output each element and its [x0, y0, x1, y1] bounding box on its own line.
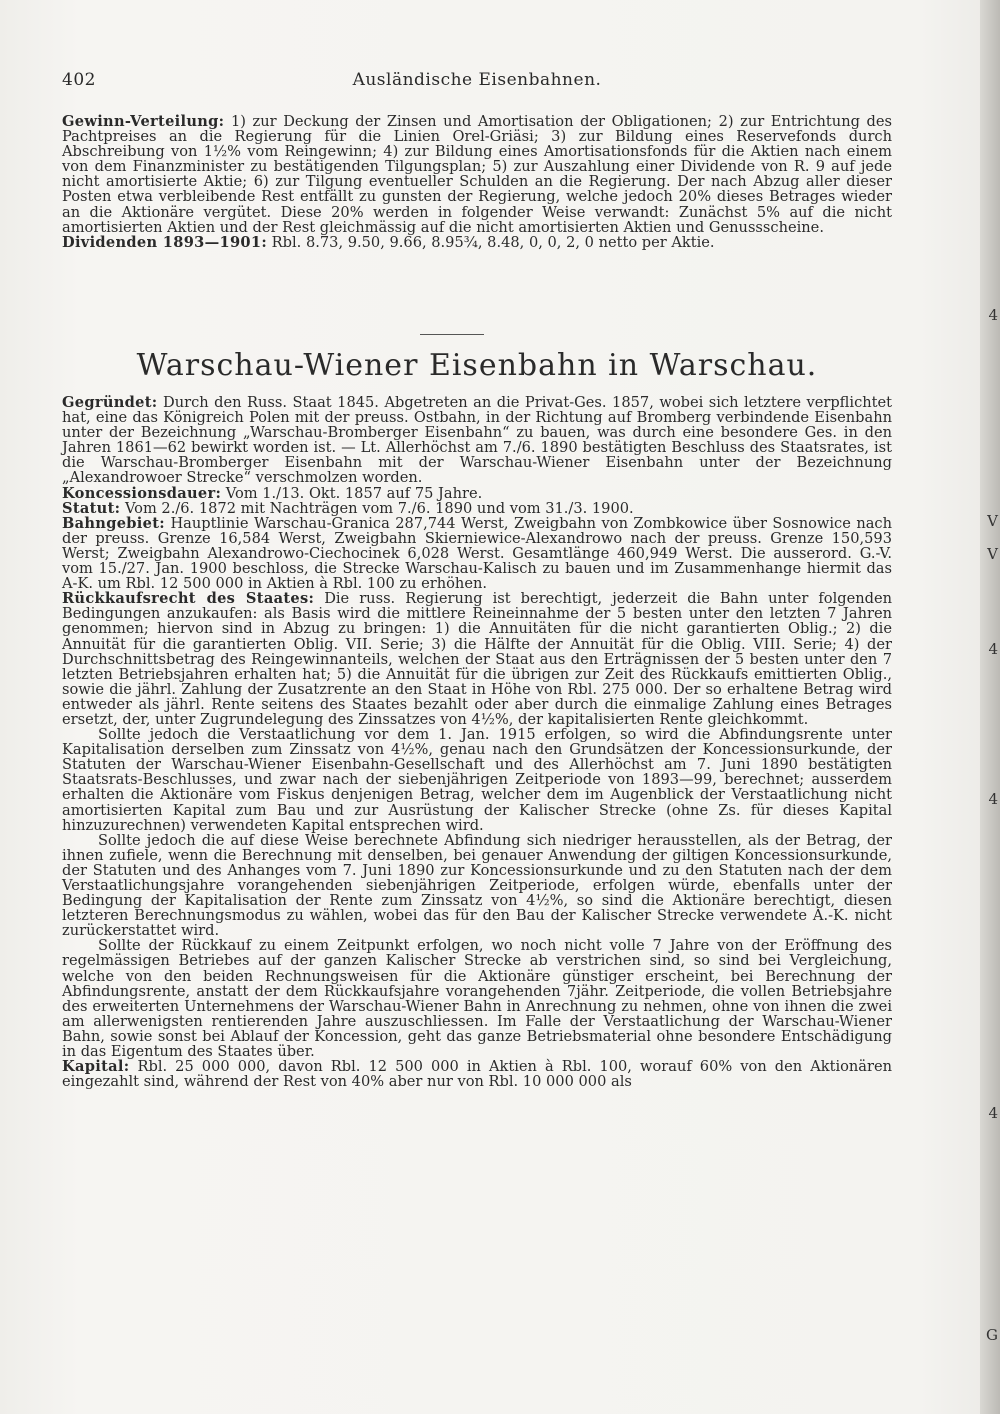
entry-gegruendet — [62, 395, 892, 486]
entry-label: Dividenden 1893—1901: — [62, 233, 268, 251]
margin-mark: V — [987, 545, 998, 563]
previous-company-section — [62, 114, 892, 250]
margin-mark: 4 — [988, 790, 998, 808]
entry-text: Vom 2./6. 1872 mit Nachträgen vom 7./6. 1890 und vom 31./3. 1900. — [124, 499, 634, 517]
entry-text: Die russ. Regierung ist berechtigt, jederzeit die Bahn unter folgenden Bedingungen anzukaufen: als Basis wird die mittlere Reineinnahme der 5 besten unter den letzten 7 Jahren genommen; hiervon sind in Abzug zu bringen: 1) die Annuitäten für die nicht garantierten Oblig.; 2) die Annuität für die garantierten Oblig. VII. Serie; 3) die Hälfte der Annuität für die Oblig. VIII. Serie; 4) der Durchschnittsbetrag des Reingewinnanteils, welchen der Staat aus den Erträgnissen der 5 besten unter den 7 letzten Betriebsjahren erhalten hat; 5) die Annuität für die übrigen zur Zeit des Rückkaufs emittierten Oblig., sowie die jährl. Zahlung der Zusatzrente an den Staat in Höhe von Rbl. 275 000. Der so erhaltene Betrag wird entweder als jährl. Rente seitens des Staates bezahlt oder aber durch die einmalige Zahlung eines Betrages ersetzt, der, unter Zugrundelegung des Zinssatzes von 4½%, der kapitalisierten Rente gleichkommt. — [62, 590, 892, 728]
entry-rueckkaufsrecht — [62, 591, 892, 727]
entry-label: Kapital: — [62, 1058, 130, 1076]
entry-label: Koncessionsdauer: — [62, 484, 222, 502]
company-title: Warschau-Wiener Eisenbahn in Warschau. — [136, 348, 818, 383]
entry-text: Durch den Russ. Staat 1845. Abgetreten an die Privat-Ges. 1857, wobei sich letztere verpflichtet hat, eine das Königreich Polen mit der preuss. Ostbahn, in der Richtung auf Bromberg verbindende Eisenbahn unter der Bezeichnung „Warschau-Bromberger Eisenbahn“ zu bauen, was durch eine besondere Ges. in den Jahren 1861—62 bewirkt worden ist. — Lt. Allerhöchst am 7./6. 1890 bestätigten Beschluss des Staatsrates, ist die Warschau-Bromberger Eisenbahn mit der Warschau-Wiener Eisenbahn unter der Bezeichnung „Alexandrowoer Strecke“ verschmolzen worden. — [62, 394, 893, 487]
paragraph-rueckkauf-zeitpunkt: Sollte der Rückkauf zu einem Zeitpunkt erfolgen, wo noch nicht volle 7 Jahre von der Eröffnung des regelmässigen Betriebes auf der ganzen Kalischer Strecke ab verstrichen sind, so sind bei Vergleichung, welche von den beiden Rechnungsweisen für die Aktionäre günstiger erscheint, bei Berechnung der Abfindungsrente, anstatt der dem Rückkaufsjahre vorangehenden 7jähr. Zeitperiode, die vollen Betriebsjahre des erweiterten Unternehmens der Warschau-Wiener Bahn in Anrechnung zu nehmen, ohne von ihnen die zwei am allerwenigsten rentierenden Jahre auszuschliessen. Im Falle der Verstaatlichung der Warschau-Wiener Bahn, sowie sonst bei Ablauf der Koncession, geht das ganze Betriebsmaterial ohne besondere Entschädigung in das Eigentum des Staates über. — [62, 937, 892, 1061]
entry-text: Rbl. 25 000 000, davon Rbl. 12 500 000 in Aktien à Rbl. 100, worauf 60% von den Aktionären eingezahlt sind, während der Rest von 40% aber nur von Rbl. 10 000 000 als — [62, 1058, 893, 1091]
margin-mark: 4 — [988, 306, 998, 324]
entry-statut — [62, 501, 892, 516]
entry-koncessionsdauer — [62, 486, 892, 501]
entry-bahngebiet — [62, 516, 892, 591]
running-head: Ausländische Eisenbahnen. — [352, 70, 602, 90]
paragraph-verstaatlichung: Sollte jedoch die Verstaatlichung vor dem 1. Jan. 1915 erfolgen, so wird die Abfindungsrente unter Kapitalisation derselben zum Zinssatz von 4½%, genau nach den Grundsätzen der Koncessionsurkunde, der Statuten der Warschau-Wiener Eisenbahn-Gesellschaft und des Allerhöchst am 7. Juni 1890 bestätigten Staatsrats-Beschlusses, und zwar nach der siebenjährigen Zeitperiode von 1893—99, berechnet; ausserdem erhalten die Aktionäre vom Fiskus denjenigen Betrag, welcher dem im Augenblick der Verstaatlichung nicht amortisierten Kapital zum Bau und zur Ausrüstung der Kalischer Strecke (ohne Zs. für dieses Kapital hinzuzurechnen) verwendeten Kapital entsprechen wird. — [62, 726, 892, 834]
entry-dividenden — [62, 235, 892, 250]
entry-gewinn-verteilung — [62, 114, 892, 235]
entry-label: Statut: — [62, 499, 121, 517]
entry-text: Rbl. 8.73, 9.50, 9.66, 8.95¾, 8.48, 0, 0, 2, 0 netto per Aktie. — [271, 233, 715, 251]
entry-label: Rückkaufsrecht des Staates: — [62, 590, 315, 608]
entry-label: Gewinn-Verteilung: — [62, 113, 225, 130]
section-divider — [420, 334, 484, 335]
paragraph-abfindung: Sollte jedoch die auf diese Weise berechnete Abfindung sich niedriger herausstellen, als der Betrag, der ihnen zufiele, wenn die Berechnung mit denselben, bei genauer Anwendung der giltigen Koncessionsurkunde, der Statuten und des Anhanges vom 7. Juni 1890 zur Koncessionsurkunde und zu den Statuten nach der dem Verstaatlichungsjahre vorangehenden siebenjährigen Zeitperiode, erfolgen würde, ebenfalls unter der Bedingung der Kapitalisation der Rente zum Zinssatz von 4½%, so sind die Aktionäre berechtigt, diesen letzteren Berechnungsmodus zu wählen, wobei das für den Bau der Kalischer Strecke verwendete A.-K. nicht zurückerstattet wird. — [62, 831, 892, 940]
margin-mark: V — [987, 512, 998, 530]
entry-text: Vom 1./13. Okt. 1857 auf 75 Jahre. — [225, 484, 483, 502]
entry-kapital — [62, 1059, 892, 1089]
page-header — [62, 70, 892, 94]
margin-mark: 4 — [988, 640, 998, 658]
entry-text: 1) zur Deckung der Zinsen und Amortisation der Obligationen; 2) zur Entrichtung des Pachtpreises an die Regierung für die Linien Orel-Griäsi; 3) zur Bildung eines Reservefonds durch Abschreibung von 1½% vom Reingewinn; 4) zur Bildung eines Amortisationsfonds für die Aktien nach einem von dem Finanzminister zu bestätigenden Tilgungsplan; 5) zur Auszahlung einer Dividende von R. 9 auf jede nicht amortisierte Aktie; 6) zur Tilgung eventueller Schulden an die Regierung. Der nach Abzug aller dieser Posten etwa verbleibende Rest entfällt zu gunsten der Regierung, welche jedoch 20% dieses Betrages wieder an die Aktionäre vergütet. Diese 20% werden in folgender Weise verwandt: Zunächst 5% auf die nicht amortisierten Aktien und der Rest gleichmässig auf die nicht amortisierten Aktien und Genussscheine. — [62, 113, 892, 236]
company-entry — [62, 395, 892, 1089]
entry-text: Hauptlinie Warschau-Granica 287,744 Werst, Zweigbahn von Zombkowice über Sosnowice nach der preuss. Grenze 16,584 Werst, Zweigbahn Skierniewice-Alexandrowo nach der preuss. Grenze 150,593 Werst; Zweigbahn Alexandrowo-Ciechocinek 6,028 Werst. Gesamtlänge 460,949 Werst. Die ausserord. G.-V. vom 15./27. Jan. 1900 beschloss, die Strecke Warschau-Kalisch zu bauen und im Zusammenhange hiermit das A-K. um Rbl. 12 500 000 in Aktien à Rbl. 100 zu erhöhen. — [62, 514, 893, 593]
margin-mark: G — [986, 1326, 998, 1344]
entry-label: Gegründet: — [62, 394, 158, 411]
margin-mark: 4 — [988, 1104, 998, 1122]
facing-page-gutter — [980, 0, 1000, 1414]
entry-label: Bahngebiet: — [62, 514, 165, 532]
page-number: 402 — [62, 70, 96, 90]
